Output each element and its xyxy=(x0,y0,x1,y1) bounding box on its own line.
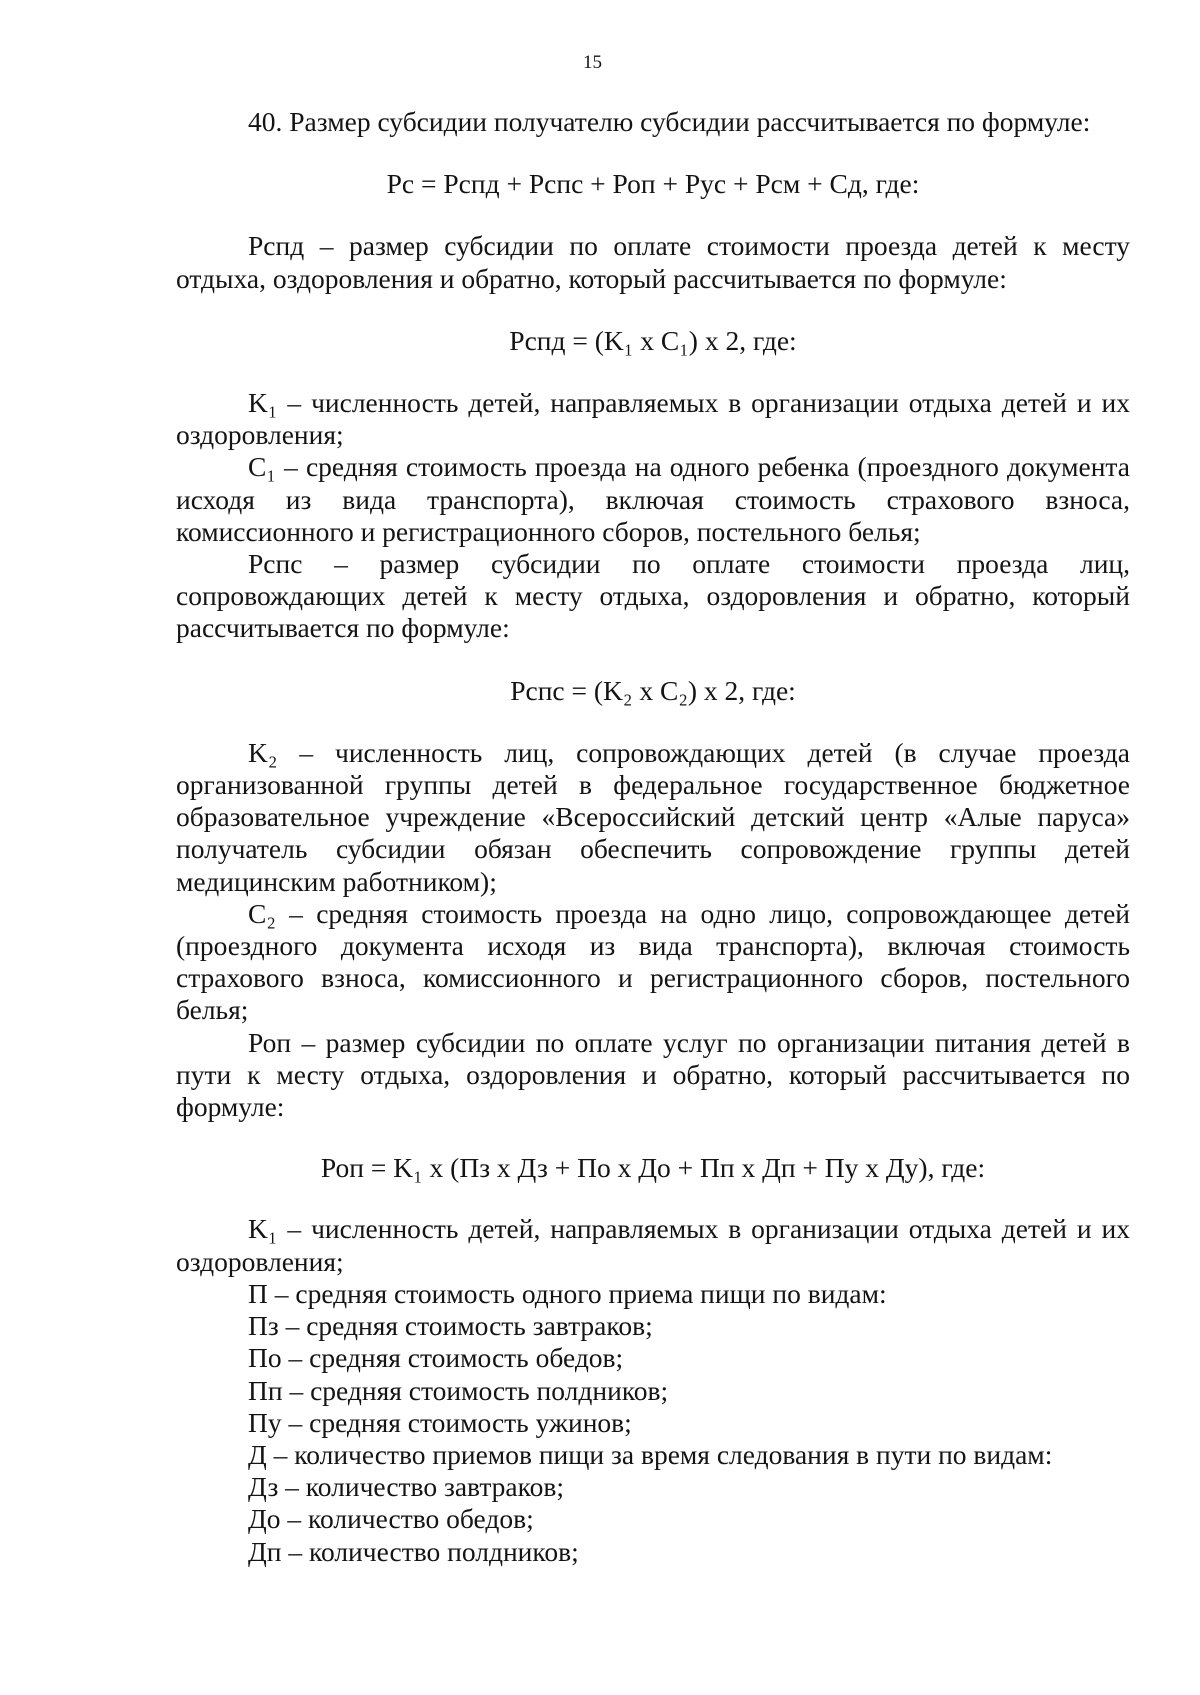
paragraph-clause-40: 40. Размер субсидии получателю субсидии рассчитывается по формуле: xyxy=(248,106,1091,137)
definition-do: До – количество обедов; xyxy=(248,1503,534,1535)
definition-dz: Дз – количество завтраков; xyxy=(248,1471,564,1503)
definition-dp: Дп – количество полдников; xyxy=(248,1535,579,1567)
formula-rs: Рс = Рспд + Рспс + Роп + Рус + Рсм + Сд, где: xyxy=(386,168,920,200)
definition-rsps: Рспс – размер субсидии по оплате стоимости проезда лиц, сопровождающих детей к месту отдыха, оздоровления и обратно, который рассчитывается по формуле: xyxy=(176,548,1130,644)
formula-rspd: Рспд = (K₁ x C₁) x 2, где: xyxy=(509,324,797,356)
definition-rop: Роп – размер субсидии по оплате услуг по организации питания детей в пути к месту отдыха, оздоровления и обратно, который рассчитывается по формуле: xyxy=(176,1026,1130,1123)
definition-rspd: Рспд – размер субсидии по оплате стоимости проезда детей к месту отдыха, оздоровления и обратно, который рассчитывается по формуле: xyxy=(176,230,1130,294)
definition-pz: Пз – средняя стоимость завтраков; xyxy=(248,1310,653,1342)
definition-d: Д – количество приемов пищи за время следования в пути по видам: xyxy=(248,1438,1053,1470)
definition-c1: C₁ – средняя стоимость проезда на одного ребенка (проездного документа исходя из вида транспорта), включая стоимость страхового взноса, комиссионного и регистрационного сборов, постельного белья; xyxy=(176,451,1130,547)
definition-c2: C₂ – средняя стоимость проезда на одно лицо, сопровождающее детей (проездного документа исходя из вида транспорта), включая стоимость страхового взноса, комиссионного и регистрационного сборов, постельного белья; xyxy=(176,897,1130,1026)
definition-p: П – средняя стоимость одного приема пищи по видам: xyxy=(248,1277,887,1309)
definition-pu: Пу – средняя стоимость ужинов; xyxy=(248,1406,632,1438)
formula-rop: Роп = K₁ x (Пз x Дз + По x До + Пп x Дп + Пу x Ду), где: xyxy=(320,1152,986,1184)
definition-k1-repeat: K₁ – численность детей, направляемых в организации отдыха детей и их оздоровления; xyxy=(176,1213,1130,1277)
definition-pp: Пп – средняя стоимость полдников; xyxy=(248,1374,669,1406)
page-number: 15 xyxy=(583,52,602,73)
definition-po: По – средняя стоимость обедов; xyxy=(248,1342,624,1374)
definition-k2: K₂ – численность лиц, сопровождающих детей (в случае проезда организованной группы детей в федеральное государственное бюджетное образовательное учреждение «Всероссийский детский центр «Алые паруса» получатель субсидии обязан обеспечить сопровождение группы детей медицинским работником); xyxy=(176,736,1130,897)
definition-k1: K₁ – численность детей, направляемых в организации отдыха детей и их оздоровления; xyxy=(176,387,1130,451)
document-body xyxy=(176,106,1130,1568)
formula-rsps: Рспс = (K₂ x C₂) x 2, где: xyxy=(510,674,796,706)
